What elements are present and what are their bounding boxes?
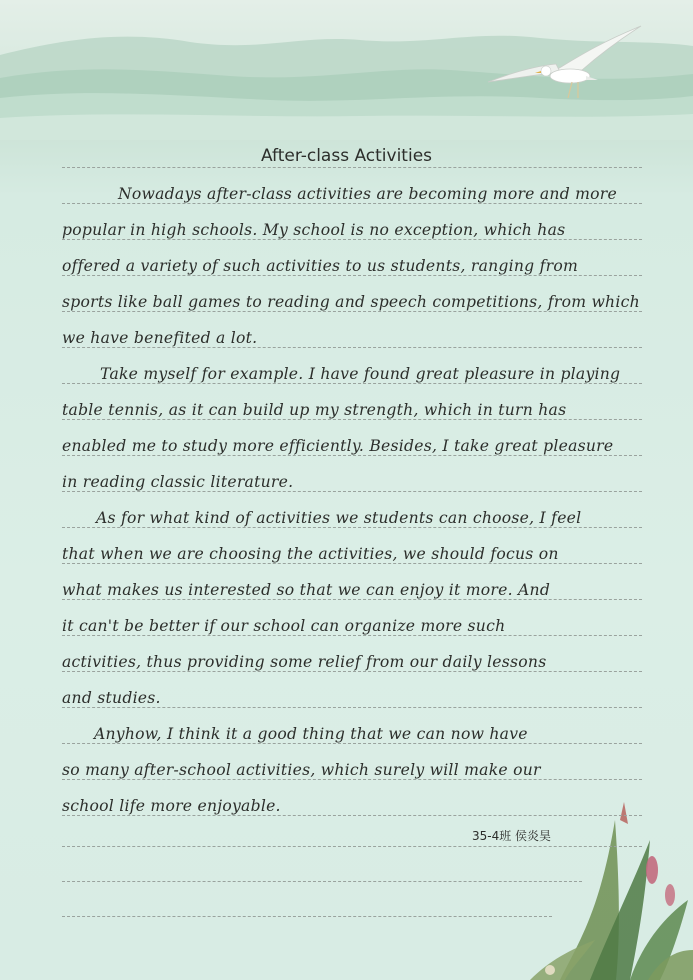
- rule-line: [62, 845, 642, 847]
- rule-line: [62, 880, 582, 882]
- essay-line: As for what kind of activities we students can choose, I feel: [96, 509, 582, 527]
- essay-line: Nowadays after-class activities are becoming more and more: [118, 185, 617, 203]
- essay-line: that when we are choosing the activities, we should focus on: [62, 545, 559, 563]
- essay-line: enabled me to study more efficiently. Besides, I take great pleasure: [62, 437, 614, 455]
- essay-line: table tennis, as it can build up my strength, which in turn has: [62, 401, 567, 419]
- essay-line: and studies.: [62, 689, 161, 707]
- essay-line: it can't be better if our school can organize more such: [62, 617, 506, 635]
- essay-line: so many after-school activities, which surely will make our: [62, 761, 541, 779]
- essay-line: popular in high schools. My school is no exception, which has: [62, 221, 566, 239]
- essay-line: Anyhow, I think it a good thing that we can now have: [94, 725, 528, 743]
- essay-line: offered a variety of such activities to us students, ranging from: [62, 257, 579, 275]
- essay-line: in reading classic literature.: [62, 473, 294, 491]
- rule-line: [62, 166, 642, 168]
- student-signature: 35-4班 侯炎昊: [472, 829, 552, 843]
- essay-line: school life more enjoyable.: [62, 797, 281, 815]
- essay-line: we have benefited a lot.: [62, 329, 258, 347]
- essay-line: sports like ball games to reading and speech competitions, from which: [62, 293, 640, 311]
- essay-line: Take myself for example. I have found great pleasure in playing: [100, 365, 621, 383]
- essay-line: activities, thus providing some relief from our daily lessons: [62, 653, 547, 671]
- essay-line: what makes us interested so that we can enjoy it more. And: [62, 581, 551, 599]
- rule-line: [62, 915, 552, 917]
- essay-title: After-class Activities: [260, 146, 433, 166]
